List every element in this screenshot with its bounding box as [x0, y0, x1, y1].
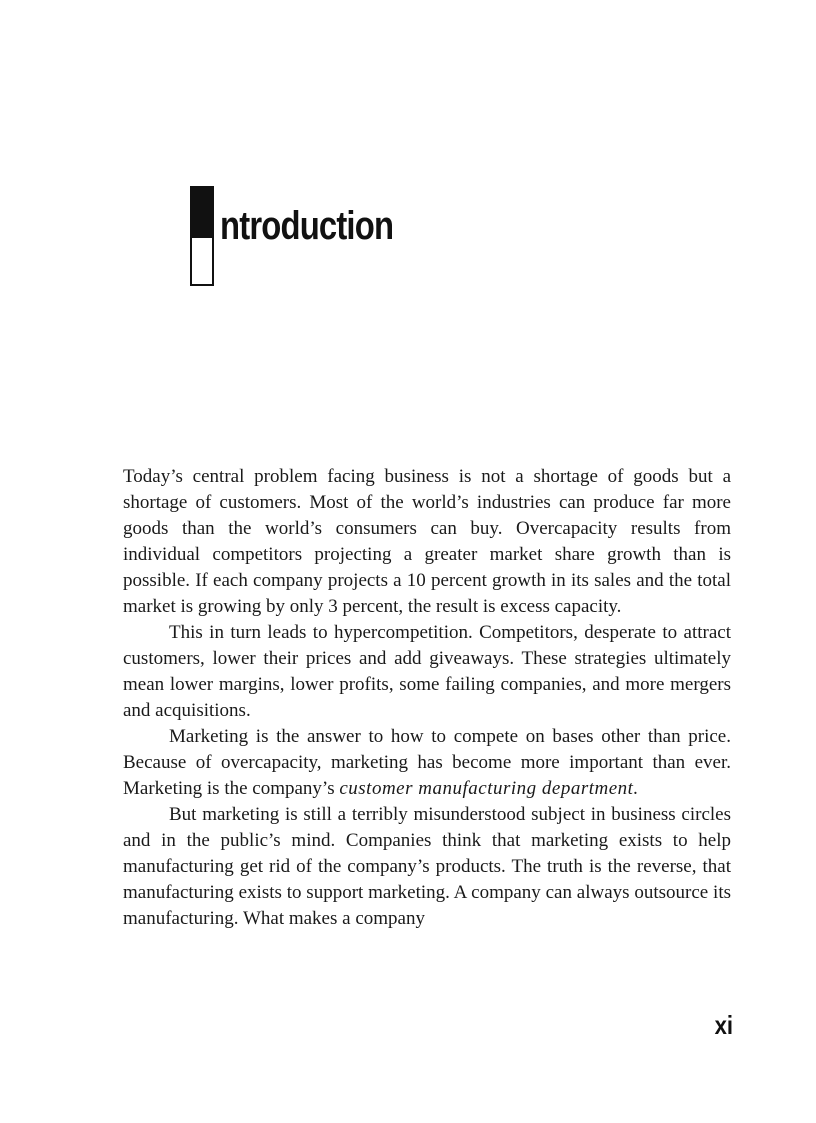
paragraph-3-text: Marketing is the answer to how to compete on bases other than price. Because of overcapacity, marketing has become more important than ever. Marketing is the company’s — [123, 726, 731, 799]
initial-letter-i — [190, 186, 214, 286]
paragraph-3 — [123, 724, 731, 802]
paragraph-1: Today’s central problem facing business is not a shortage of goods but a shortage of customers. Most of the world’s industries can produce far more goods than the world’s consumers can buy. Overcapacity results from individual competitors projecting a greater market share growth than is possible. If each company projects a 10 percent growth in its sales and the total market is growing by only 3 percent, the result is excess capacity. — [123, 466, 731, 617]
paragraph-3-italic: customer manufacturing department. — [339, 778, 639, 799]
page-number: xi — [714, 1010, 733, 1040]
chapter-title: ntroduction — [220, 204, 394, 248]
initial-letter-fill — [192, 188, 212, 238]
body-text — [123, 464, 731, 932]
paragraph-4: But marketing is still a terribly misunderstood subject in business circles and in the public’s mind. Companies think that marketing exists to help manufacturing get rid of the company’s products. The truth is the reverse, that manufacturing exists to support marketing. A company can always outsource its manufacturing. What makes a company — [123, 804, 731, 929]
paragraph-2: This in turn leads to hypercompetition. Competitors, desperate to attract customers, lower their prices and add giveaways. These strategies ultimately mean lower margins, lower profits, some failing companies, and more mergers and acquisitions. — [123, 622, 731, 721]
